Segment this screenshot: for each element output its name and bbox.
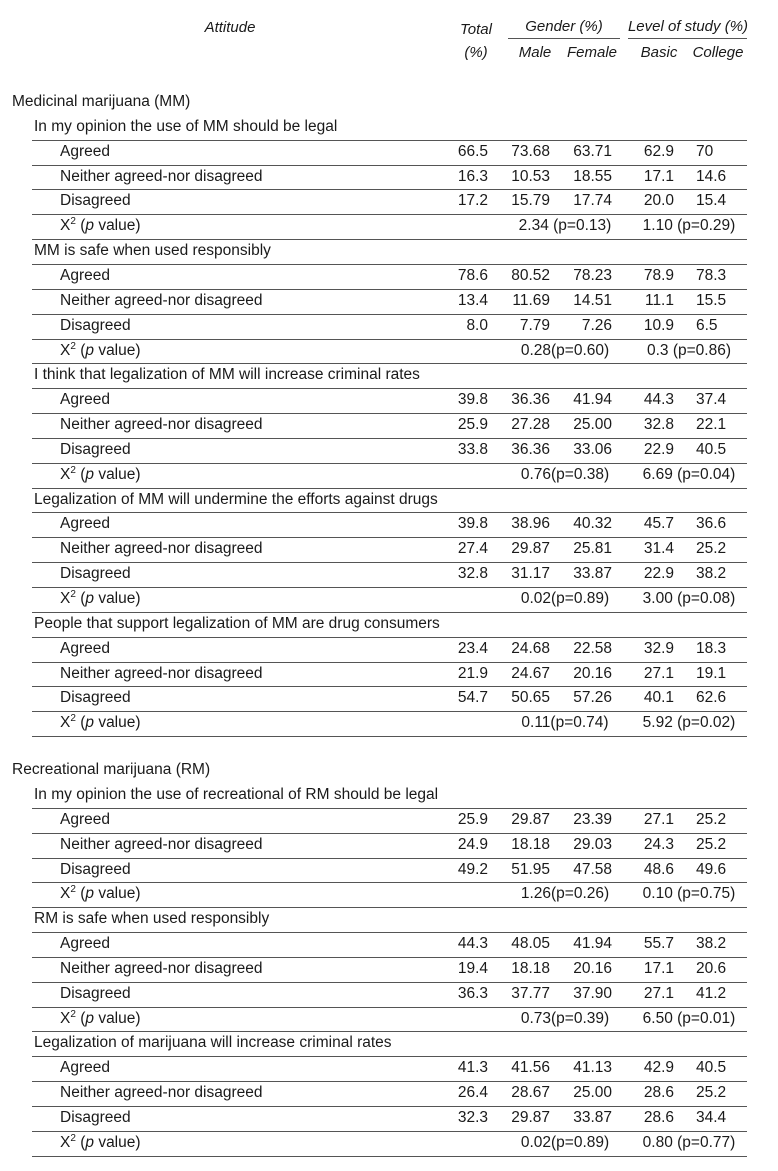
value-male: 28.67 xyxy=(511,1084,550,1102)
value-basic: 42.9 xyxy=(643,1059,674,1077)
value-male: 37.77 xyxy=(511,984,550,1002)
question-text: In my opinion the use of recreational of RM should be legal xyxy=(34,785,439,803)
row-rule xyxy=(32,736,747,737)
response-label: Neither agreed-nor disagreed xyxy=(60,1084,263,1102)
row-rule xyxy=(32,662,747,663)
value-college: 6.5 xyxy=(696,316,718,334)
row-rule xyxy=(32,1031,747,1032)
row-rule xyxy=(32,932,747,933)
value-female: 37.90 xyxy=(573,984,612,1002)
response-label: Disagreed xyxy=(60,440,131,458)
value-female: 29.03 xyxy=(573,835,612,853)
value-total: 66.5 xyxy=(457,142,488,160)
response-label: Neither agreed-nor disagreed xyxy=(60,416,263,434)
value-female: 17.74 xyxy=(573,192,612,210)
value-male: 31.17 xyxy=(511,565,550,583)
chi-square-label: $X^2$ (p value) xyxy=(60,588,141,607)
value-college: 37.4 xyxy=(696,391,727,409)
value-male: 29.87 xyxy=(511,540,550,558)
value-basic: 27.1 xyxy=(643,810,674,828)
row-rule xyxy=(32,463,747,464)
value-college: 25.2 xyxy=(696,810,727,828)
value-college: 62.6 xyxy=(696,689,727,707)
value-college: 78.3 xyxy=(696,266,727,284)
value-male: 36.36 xyxy=(511,440,550,458)
chi-square-gender: 0.73(p=0.39) xyxy=(520,1009,610,1027)
row-rule xyxy=(32,537,747,538)
section-title: Medicinal marijuana (MM) xyxy=(12,93,191,110)
value-female: 22.58 xyxy=(573,639,612,657)
value-total: 49.2 xyxy=(457,860,488,878)
value-total: 24.9 xyxy=(457,835,488,853)
value-total: 25.9 xyxy=(457,416,488,434)
value-female: 7.26 xyxy=(581,316,612,334)
value-female: 57.26 xyxy=(573,689,612,707)
chi-square-gender: 0.02(p=0.89) xyxy=(520,590,610,607)
chi-square-gender: 1.26(p=0.26) xyxy=(520,885,610,903)
response-label: Neither agreed-nor disagreed xyxy=(60,835,263,853)
value-male: 29.87 xyxy=(511,810,550,828)
value-total: 19.4 xyxy=(457,959,488,977)
row-rule xyxy=(32,1156,747,1157)
chi-square-level: 3.00 (p=0.08) xyxy=(642,590,736,607)
chi-square-gender: 0.28(p=0.60) xyxy=(520,341,610,359)
value-total: 32.8 xyxy=(457,565,488,583)
value-total: 21.9 xyxy=(457,664,488,682)
value-basic: 20.0 xyxy=(643,192,674,210)
row-rule xyxy=(32,711,747,712)
value-male: 11.69 xyxy=(512,291,550,309)
row-rule xyxy=(32,214,747,215)
value-basic: 62.9 xyxy=(643,142,674,160)
value-total: 39.8 xyxy=(457,515,488,533)
response-label: Agreed xyxy=(60,266,110,284)
value-college: 25.2 xyxy=(696,835,727,853)
response-label: Agreed xyxy=(60,1059,110,1077)
chi-square-level: 1.10 (p=0.29) xyxy=(642,217,736,235)
response-label: Agreed xyxy=(60,935,110,953)
value-male: 10.53 xyxy=(511,167,550,185)
response-label: Agreed xyxy=(60,515,110,533)
value-basic: 22.9 xyxy=(643,565,674,583)
value-college: 34.4 xyxy=(696,1109,727,1126)
value-total: 54.7 xyxy=(457,689,488,707)
question-text: People that support legalization of MM are drug consumers xyxy=(34,614,440,632)
value-total: 8.0 xyxy=(466,316,488,334)
value-college: 20.6 xyxy=(696,959,727,977)
value-total: 44.3 xyxy=(457,935,488,953)
chi-square-gender: 0.76(p=0.38) xyxy=(520,465,610,483)
level-underline xyxy=(628,38,747,39)
chi-square-gender: 2.34 (p=0.13) xyxy=(518,217,612,235)
row-rule xyxy=(32,189,747,190)
value-college: 18.3 xyxy=(696,639,727,657)
response-label: Agreed xyxy=(60,391,110,409)
chi-square-label: $X^2$ (p value) xyxy=(60,216,141,235)
question-text: Legalization of marijuana will increase criminal rates xyxy=(34,1034,392,1052)
row-rule xyxy=(32,957,747,958)
value-college: 15.4 xyxy=(696,192,727,210)
value-basic: 40.1 xyxy=(643,689,674,707)
value-male: 15.79 xyxy=(511,192,550,210)
value-female: 14.51 xyxy=(573,291,612,309)
value-female: 41.94 xyxy=(573,391,612,409)
gender-underline xyxy=(508,38,620,39)
header-total: Total xyxy=(460,21,492,38)
header-level: Level of study (%) xyxy=(627,18,749,35)
value-basic: 11.1 xyxy=(644,291,674,309)
chi-square-gender: 0.02(p=0.89) xyxy=(520,1133,610,1151)
value-female: 20.16 xyxy=(573,664,612,682)
value-college: 38.2 xyxy=(696,565,727,583)
header-college: College xyxy=(692,44,744,61)
value-male: 73.68 xyxy=(511,142,550,160)
response-label: Disagreed xyxy=(60,689,131,707)
value-female: 18.55 xyxy=(573,167,612,185)
value-female: 33.87 xyxy=(573,1109,612,1126)
row-rule xyxy=(32,488,747,489)
chi-square-level: 0.80 (p=0.77) xyxy=(642,1133,736,1151)
value-basic: 27.1 xyxy=(643,984,674,1002)
value-female: 23.39 xyxy=(573,810,612,828)
chi-square-level: 6.50 (p=0.01) xyxy=(642,1009,736,1027)
row-rule xyxy=(32,140,747,141)
response-label: Neither agreed-nor disagreed xyxy=(60,664,263,682)
value-basic: 22.9 xyxy=(643,440,674,458)
chi-square-level: 0.10 (p=0.75) xyxy=(642,885,736,903)
value-college: 40.5 xyxy=(696,440,727,458)
value-male: 24.68 xyxy=(511,639,550,657)
response-label: Disagreed xyxy=(60,984,131,1002)
row-rule xyxy=(32,637,747,638)
row-rule xyxy=(32,512,747,513)
value-male: 18.18 xyxy=(511,835,550,853)
value-male: 29.87 xyxy=(511,1109,550,1126)
chi-square-label: $X^2$ (p value) xyxy=(60,340,141,359)
row-rule xyxy=(32,1131,747,1132)
value-college: 41.2 xyxy=(696,984,727,1002)
row-rule xyxy=(32,612,747,613)
value-basic: 17.1 xyxy=(643,959,674,977)
value-total: 13.4 xyxy=(457,291,488,309)
row-rule xyxy=(32,289,747,290)
value-college: 36.6 xyxy=(696,515,727,533)
value-basic: 78.9 xyxy=(643,266,674,284)
response-label: Neither agreed-nor disagreed xyxy=(60,540,263,558)
row-rule xyxy=(32,339,747,340)
value-college: 15.5 xyxy=(696,291,727,309)
row-rule xyxy=(32,239,747,240)
value-male: 7.79 xyxy=(519,316,550,334)
value-female: 25.00 xyxy=(573,1084,612,1102)
value-female: 25.00 xyxy=(573,416,612,434)
value-total: 33.8 xyxy=(457,440,488,458)
value-female: 20.16 xyxy=(573,959,612,977)
row-rule xyxy=(32,363,747,364)
value-female: 41.94 xyxy=(573,935,612,953)
response-label: Agreed xyxy=(60,639,110,657)
row-rule xyxy=(32,808,747,809)
value-college: 49.6 xyxy=(696,860,727,878)
response-label: Disagreed xyxy=(60,316,131,334)
chi-square-gender: 0.11(p=0.74) xyxy=(521,714,609,732)
value-female: 33.87 xyxy=(573,565,612,583)
value-college: 25.2 xyxy=(696,540,727,558)
chi-square-level: 0.3 (p=0.86) xyxy=(646,341,732,359)
value-female: 47.58 xyxy=(573,860,612,878)
row-rule xyxy=(32,413,747,414)
value-total: 78.6 xyxy=(457,266,488,284)
chi-square-label: $X^2$ (p value) xyxy=(60,713,141,732)
chi-square-label: $X^2$ (p value) xyxy=(60,1008,141,1027)
row-rule xyxy=(32,1007,747,1008)
value-basic: 28.6 xyxy=(643,1109,674,1126)
row-rule xyxy=(32,438,747,439)
value-female: 25.81 xyxy=(573,540,612,558)
value-male: 51.95 xyxy=(511,860,550,878)
value-total: 23.4 xyxy=(457,639,488,657)
response-label: Agreed xyxy=(60,142,110,160)
value-total: 32.3 xyxy=(457,1109,488,1126)
value-male: 36.36 xyxy=(511,391,550,409)
value-male: 41.56 xyxy=(511,1059,550,1077)
value-basic: 31.4 xyxy=(643,540,674,558)
value-basic: 48.6 xyxy=(643,860,674,878)
value-total: 41.3 xyxy=(457,1059,488,1077)
value-total: 36.3 xyxy=(457,984,488,1002)
row-rule xyxy=(32,264,747,265)
value-male: 27.28 xyxy=(511,416,550,434)
value-male: 80.52 xyxy=(511,266,550,284)
chi-square-level: 5.92 (p=0.02) xyxy=(642,714,736,732)
header-total-unit: (%) xyxy=(464,44,488,61)
row-rule xyxy=(32,388,747,389)
value-female: 40.32 xyxy=(573,515,612,533)
row-rule xyxy=(32,1081,747,1082)
question-text: RM is safe when used responsibly xyxy=(34,910,270,928)
row-rule xyxy=(32,686,747,687)
value-college: 19.1 xyxy=(696,664,727,682)
value-total: 39.8 xyxy=(457,391,488,409)
header-gender: Gender (%) xyxy=(525,18,603,35)
value-basic: 32.9 xyxy=(643,639,674,657)
chi-square-label: $X^2$ (p value) xyxy=(60,464,141,483)
row-rule xyxy=(32,833,747,834)
value-college: 25.2 xyxy=(696,1084,727,1102)
value-college: 22.1 xyxy=(696,416,727,434)
question-text: In my opinion the use of MM should be legal xyxy=(34,117,338,135)
question-text: I think that legalization of MM will increase criminal rates xyxy=(34,366,420,384)
header-female: Female xyxy=(566,44,618,61)
row-rule xyxy=(32,165,747,166)
value-basic: 45.7 xyxy=(643,515,674,533)
chi-square-label: $X^2$ (p value) xyxy=(60,884,141,903)
value-basic: 10.9 xyxy=(643,316,674,334)
question-text: MM is safe when used responsibly xyxy=(34,242,271,260)
value-college: 38.2 xyxy=(696,935,727,953)
chi-square-label: $X^2$ (p value) xyxy=(60,1132,141,1151)
value-college: 14.6 xyxy=(696,167,727,185)
value-female: 33.06 xyxy=(573,440,612,458)
value-male: 18.18 xyxy=(511,959,550,977)
value-basic: 24.3 xyxy=(643,835,674,853)
value-basic: 27.1 xyxy=(643,664,674,682)
value-total: 17.2 xyxy=(457,192,488,210)
response-label: Disagreed xyxy=(60,860,131,878)
value-total: 27.4 xyxy=(457,540,488,558)
value-male: 24.67 xyxy=(511,664,550,682)
response-label: Neither agreed-nor disagreed xyxy=(60,291,263,309)
header-male: Male xyxy=(518,44,552,61)
value-total: 26.4 xyxy=(457,1084,488,1102)
value-female: 41.13 xyxy=(573,1059,612,1077)
response-label: Disagreed xyxy=(60,1109,131,1126)
value-college: 40.5 xyxy=(696,1059,727,1077)
question-text: Legalization of MM will undermine the efforts against drugs xyxy=(34,490,438,508)
value-basic: 17.1 xyxy=(643,167,674,185)
row-rule xyxy=(32,1056,747,1057)
value-total: 16.3 xyxy=(457,167,488,185)
response-label: Disagreed xyxy=(60,192,131,210)
header-basic: Basic xyxy=(640,44,678,61)
row-rule xyxy=(32,1106,747,1107)
value-college: 70 xyxy=(696,142,714,160)
section-title: Recreational marijuana (RM) xyxy=(12,761,211,779)
value-male: 50.65 xyxy=(511,689,550,707)
response-label: Agreed xyxy=(60,810,110,828)
value-female: 78.23 xyxy=(573,266,612,284)
response-label: Disagreed xyxy=(60,565,131,583)
row-rule xyxy=(32,982,747,983)
row-rule xyxy=(32,587,747,588)
response-label: Neither agreed-nor disagreed xyxy=(60,959,263,977)
chi-square-level: 6.69 (p=0.04) xyxy=(642,465,736,483)
value-basic: 44.3 xyxy=(643,391,674,409)
row-rule xyxy=(32,907,747,908)
header-attitude: Attitude xyxy=(204,19,256,36)
row-rule xyxy=(32,314,747,315)
row-rule xyxy=(32,858,747,859)
row-rule xyxy=(32,562,747,563)
value-female: 63.71 xyxy=(573,142,612,160)
value-basic: 32.8 xyxy=(643,416,674,434)
response-label: Neither agreed-nor disagreed xyxy=(60,167,263,185)
value-male: 48.05 xyxy=(511,935,550,953)
value-basic: 55.7 xyxy=(643,935,674,953)
value-total: 25.9 xyxy=(457,810,488,828)
value-basic: 28.6 xyxy=(643,1084,674,1102)
row-rule xyxy=(32,882,747,883)
value-male: 38.96 xyxy=(511,515,550,533)
